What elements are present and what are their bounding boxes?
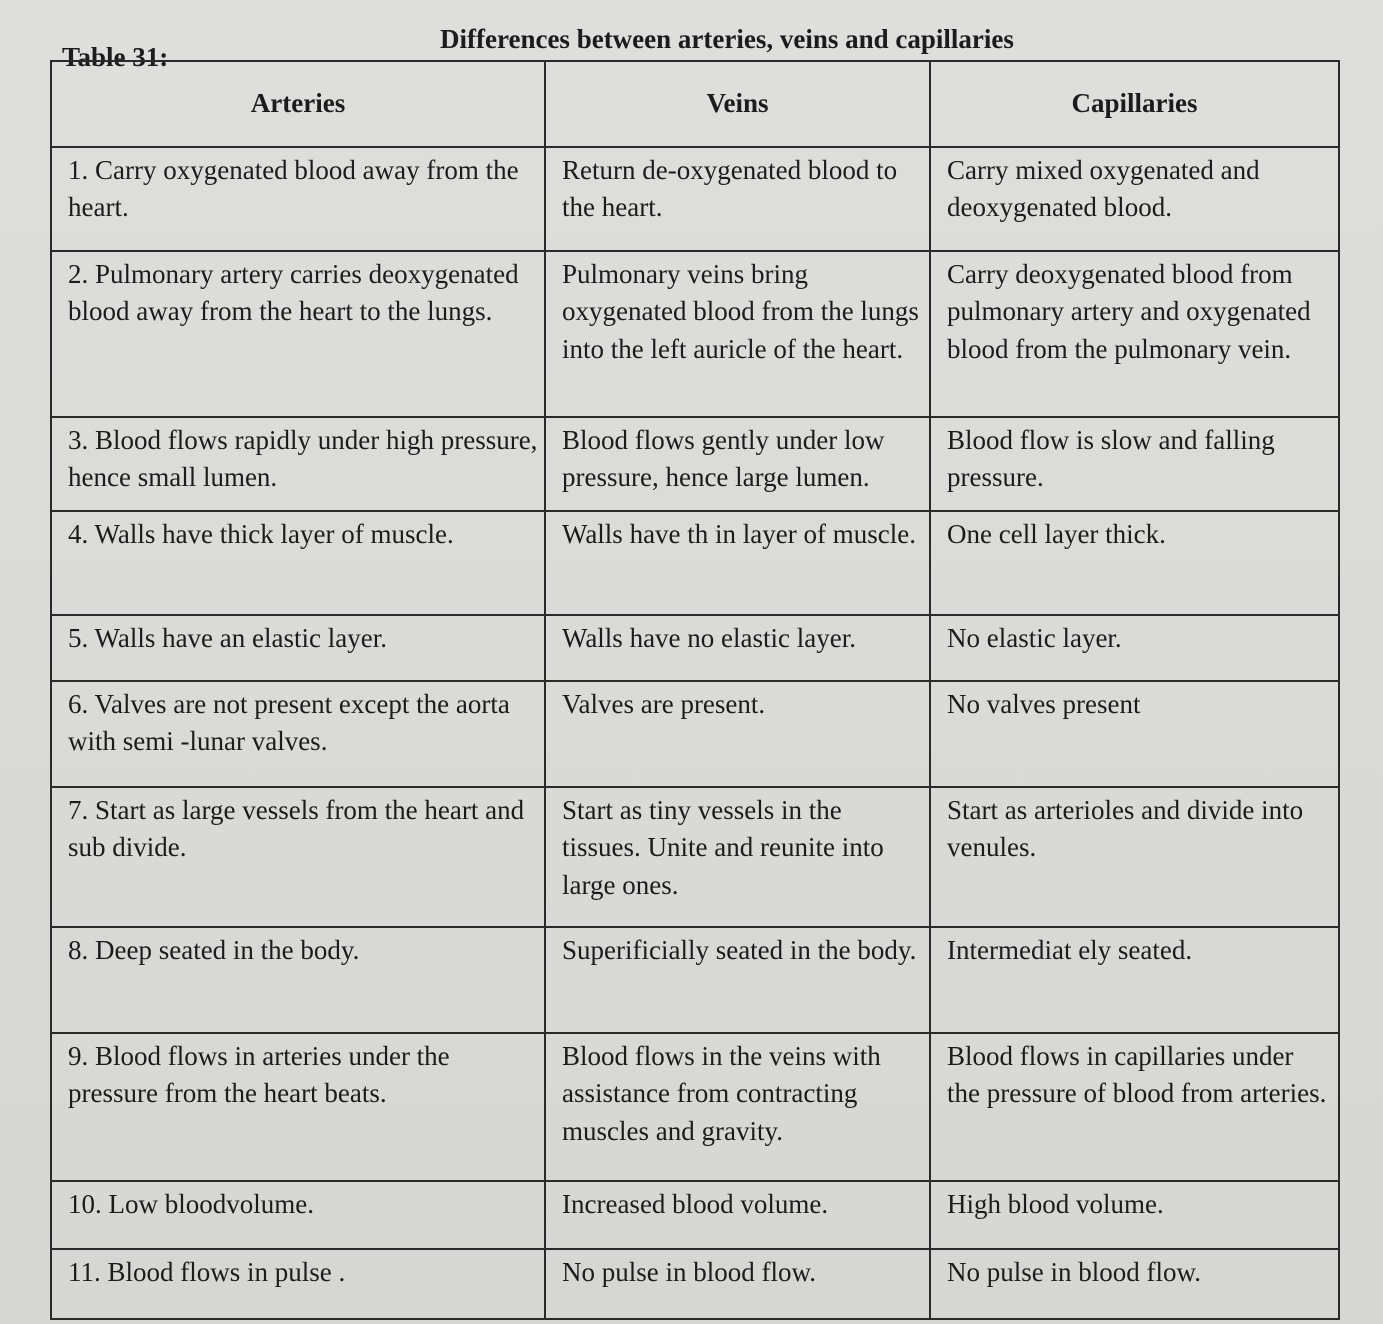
cell-veins: Blood flows gently under low pressure, hence large lumen.: [545, 417, 930, 511]
cell-veins: Increased blood volume.: [545, 1181, 930, 1249]
cell-arteries: 1. Carry oxygenated blood away from the heart.: [51, 147, 545, 251]
cell-capillaries: Intermediat ely seated.: [930, 927, 1339, 1033]
cell-veins: Start as tiny vessels in the tissues. Unite and reunite into large ones.: [545, 787, 930, 927]
table-number: Table 31:: [62, 42, 169, 72]
cell-arteries: 5. Walls have an elastic layer.: [51, 615, 545, 681]
cell-arteries: 2. Pulmonary artery carries deoxygenated blood away from the heart to the lungs.: [51, 251, 545, 417]
table-row: [51, 681, 1339, 787]
header-row: [51, 61, 1339, 147]
cell-arteries: 3. Blood flows rapidly under high pressure, hence small lumen.: [51, 417, 545, 511]
cell-arteries: 11. Blood flows in pulse .: [51, 1249, 545, 1319]
cell-capillaries: Blood flow is slow and falling pressure.: [930, 417, 1339, 511]
cell-capillaries: No elastic layer.: [930, 615, 1339, 681]
cell-veins: Return de-oxygenated blood to the heart.: [545, 147, 930, 251]
cell-arteries: 7. Start as large vessels from the heart and sub divide.: [51, 787, 545, 927]
table-row: [51, 1033, 1339, 1181]
header-veins: Veins: [545, 61, 930, 147]
cell-capillaries: No pulse in blood flow.: [930, 1249, 1339, 1319]
table-row: [51, 927, 1339, 1033]
cell-veins: Valves are present.: [545, 681, 930, 787]
cell-arteries: 8. Deep seated in the body.: [51, 927, 545, 1033]
comparison-table: [50, 60, 1340, 1320]
table-row: [51, 615, 1339, 681]
cell-capillaries: High blood volume.: [930, 1181, 1339, 1249]
header-arteries: Arteries: [51, 61, 545, 147]
cell-capillaries: Blood flows in capillaries under the pressure of blood from arteries.: [930, 1033, 1339, 1181]
cell-arteries: 6. Valves are not present except the aorta with semi -lunar valves.: [51, 681, 545, 787]
table-title: Differences between arteries, veins and capillaries: [440, 24, 1014, 54]
cell-capillaries: No valves present: [930, 681, 1339, 787]
cell-capillaries: Start as arterioles and divide into venules.: [930, 787, 1339, 927]
cell-veins: Walls have th in layer of muscle.: [545, 511, 930, 615]
cell-arteries: 10. Low bloodvolume.: [51, 1181, 545, 1249]
cell-veins: Blood flows in the veins with assistance from contracting muscles and gravity.: [545, 1033, 930, 1181]
header-capillaries: Capillaries: [930, 61, 1339, 147]
table-row: [51, 417, 1339, 511]
table-row: [51, 251, 1339, 417]
cell-arteries: 4. Walls have thick layer of muscle.: [51, 511, 545, 615]
cell-veins: Pulmonary veins bring oxygenated blood from the lungs into the left auricle of the heart.: [545, 251, 930, 417]
table-row: [51, 787, 1339, 927]
table-row: [51, 147, 1339, 251]
cell-capillaries: Carry mixed oxygenated and deoxygenated blood.: [930, 147, 1339, 251]
table-row: [51, 1181, 1339, 1249]
cell-veins: Superificially seated in the body.: [545, 927, 930, 1033]
table-row: [51, 511, 1339, 615]
cell-capillaries: One cell layer thick.: [930, 511, 1339, 615]
cell-arteries: 9. Blood flows in arteries under the pressure from the heart beats.: [51, 1033, 545, 1181]
cell-veins: No pulse in blood flow.: [545, 1249, 930, 1319]
table-row: [51, 1249, 1339, 1319]
cell-veins: Walls have no elastic layer.: [545, 615, 930, 681]
cell-capillaries: Carry deoxygenated blood from pulmonary artery and oxygenated blood from the pulmonary vein.: [930, 251, 1339, 417]
